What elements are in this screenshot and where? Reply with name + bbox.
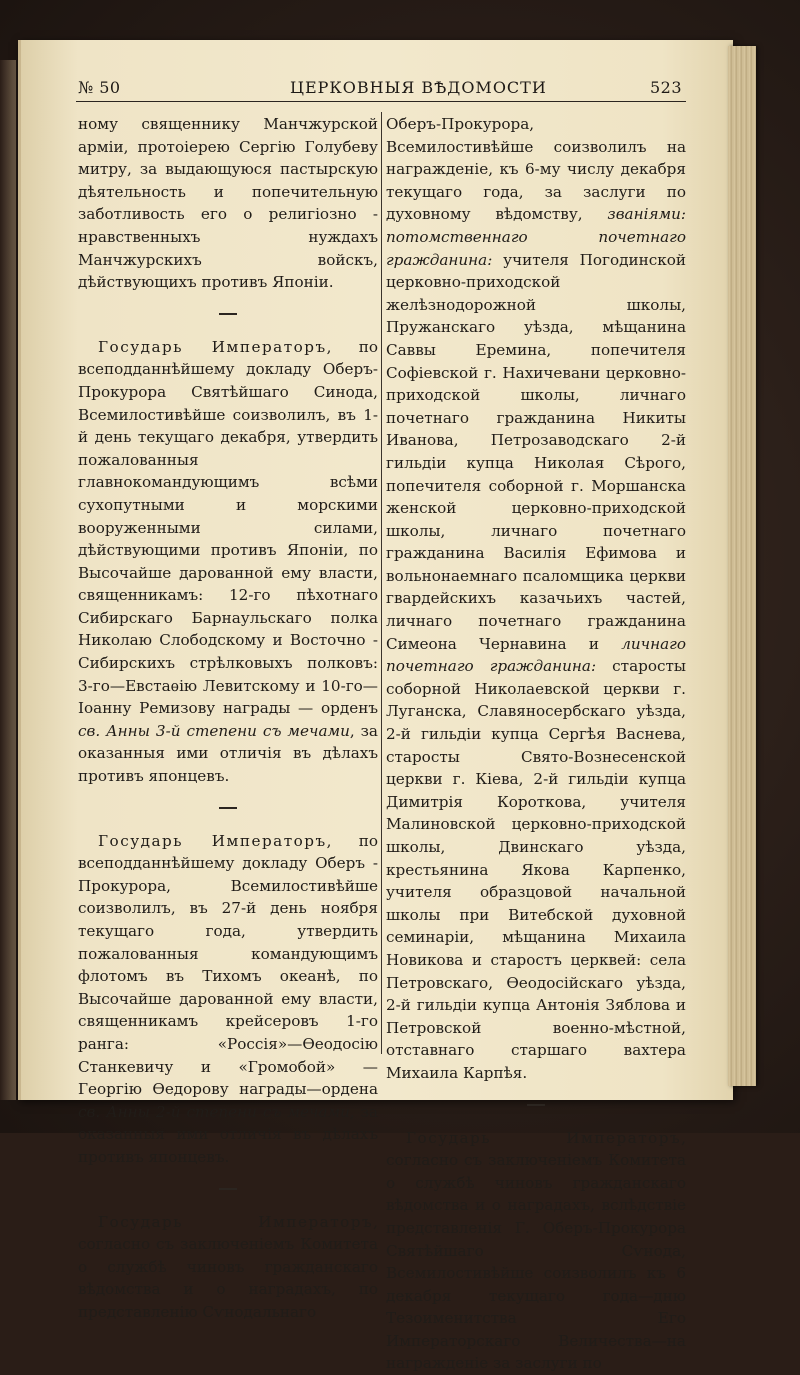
paragraph [78,336,378,788]
text-run: старосты соборной Николаевской церкви г. Луганска, Славяносербскаго уѣзда, 2-й гильдіи купца Сергѣя Васнева, старосты Свято-Вознесенской церкви г. Кіева, 2-й гильдіи купца Димитрія Короткова, учителя Малиновской церковно-приходской школы, Двинскаго уѣзда, крестьянина Якова Карпенко, учителя образцовой начальной школы при Витебской духовной семинаріи, мѣщанина Михаила Новикова и старостъ церквей: села Петровскаго, Ѳеодосійскаго уѣзда, 2-й гильдіи купца Антонія Зяблова и Петровской военно-мѣстной, отставнаго старшаго вахтера Михаила Карпѣя. [386,657,687,1082]
emperor-spaced: Государь Императоръ [98,337,327,356]
running-header [78,76,686,102]
text-run: , согласно съ заключеніемъ Комитета о службѣ чиновъ гражданскаго вѣдомства и о наградахъ, по представленію Сѵнодальнаго [78,1212,378,1321]
column-divider [381,112,382,1054]
right-column [386,113,686,1375]
book-spine-edge [0,60,16,1100]
text-run: Оберъ-Прокурора, Всемилостивѣйше соизволилъ на награжденіе, къ 6-му числу декабря текущаго года, за заслуги по духовному вѣдомству, [386,115,686,224]
left-column [78,113,378,1324]
paragraph: ному священнику Манчжурской арміи, протоіерею Сергію Голубеву митру, за выдающуюся пастырскую дѣятельность и попечительную заботливость его о религіозно - нравственныхъ нуждахъ Манчжурскихъ войскъ, дѣйствующихъ противъ Японіи. [78,115,378,292]
emperor-spaced: Государь Императоръ [98,831,327,850]
text-run: , за оказанныя ими отличія въ дѣлахъ противъ японцевъ. [78,1102,378,1166]
paragraph [78,830,378,1169]
title-award: званіями: потомственнаго почетнаго гражданина: [386,205,686,269]
paragraph [78,1211,378,1324]
text-run: , по всеподданнѣйшему докладу Оберъ - Прокурора, Всемилостивѣйше соизволилъ, въ 27-й день ноября текущаго года, утвердить пожалованныя командующимъ флотомъ въ Тихомъ океанѣ, по Высочайше дарованной ему власти, священникамъ крейсеровъ 1-го ранга: «Россія»—Ѳеодосію Станкевичу и «Громобой» — Георгію Ѳедорову награды—ордена [78,831,378,1099]
title-award: личнаго почетнаго гражданина: [386,634,686,676]
paragraph [386,1127,686,1375]
page-number: 523 [649,78,682,97]
text-run: , по всеподданнѣйшему докладу Оберъ-Прокурора Святѣйшаго Синода, Всемилостивѣйше соизволилъ, въ 1-й день текущаго декабря, утвердить пожалованныя главнокомандующимъ всѣми сухопутными и морскими вооруженными силами, дѣйствующими противъ Японіи, по Высочайше дарованной ему власти, священникамъ: 12-го пѣхотнаго Сибирскаго Барнаульскаго полка Николаю Слободскому и Восточно - Сибирскихъ стрѣлковыхъ полковъ: 3-го—Евстаѳію Левитскому и 10-го—Іоанну Ремизову награды — орденъ [78,337,378,718]
page-stack-edge [728,46,756,1086]
section-separator [527,1104,545,1106]
section-separator [219,807,237,809]
paragraph [386,113,686,1085]
text-run: , согласно съ заключеніемъ Комитета о службѣ чиновъ гражданскаго вѣдомства и о наградахъ, вслѣдствіе представленія Г. Оберъ-Прокурора Святѣйшаго Сѵнода, Всемилостивѣйше соизволилъ къ 6 декабря текущаго года—дню Тезоименитства Его Императорскаго Величества—на награжденіе за заслуги по [386,1128,686,1373]
section-separator [219,1188,237,1190]
award-name: св. Анны 2-й степени съ мечами [78,1102,350,1121]
award-name: св. Анны 3-й степени съ мечами [78,721,350,740]
header-rule [76,101,686,102]
text-run: учителя Погодинской церковно-приходской желѣзнодорожной школы, Пружанскаго уѣзда, мѣщанина Саввы Еремина, попечителя Софіевской г. Нахичевани церковно-приходской школы, личнаго почетнаго гражданина Никиты Иванова, Петрозаводскаго 2-й гильдіи купца Николая Сѣрого, попечителя соборной г. Моршанска женской церковно-приходской школы, личнаго почетнаго гражданина Василія Ефимова и вольнонаемнаго псаломщика церкви гвардейскихъ казачьихъ частей, личнаго почетнаго гражданина Симеона Чернавина и [386,250,686,653]
emperor-spaced: Государь Императоръ [98,1212,374,1231]
issue-number: № 50 [78,78,121,97]
section-separator [219,313,237,315]
journal-title: ЦЕРКОВНЫЯ ВѢДОМОСТИ [290,78,547,97]
text-run: , за оказанныя ими отличія въ дѣлахъ противъ японцевъ. [78,721,378,786]
emperor-spaced: Государь Императоръ [406,1128,682,1147]
